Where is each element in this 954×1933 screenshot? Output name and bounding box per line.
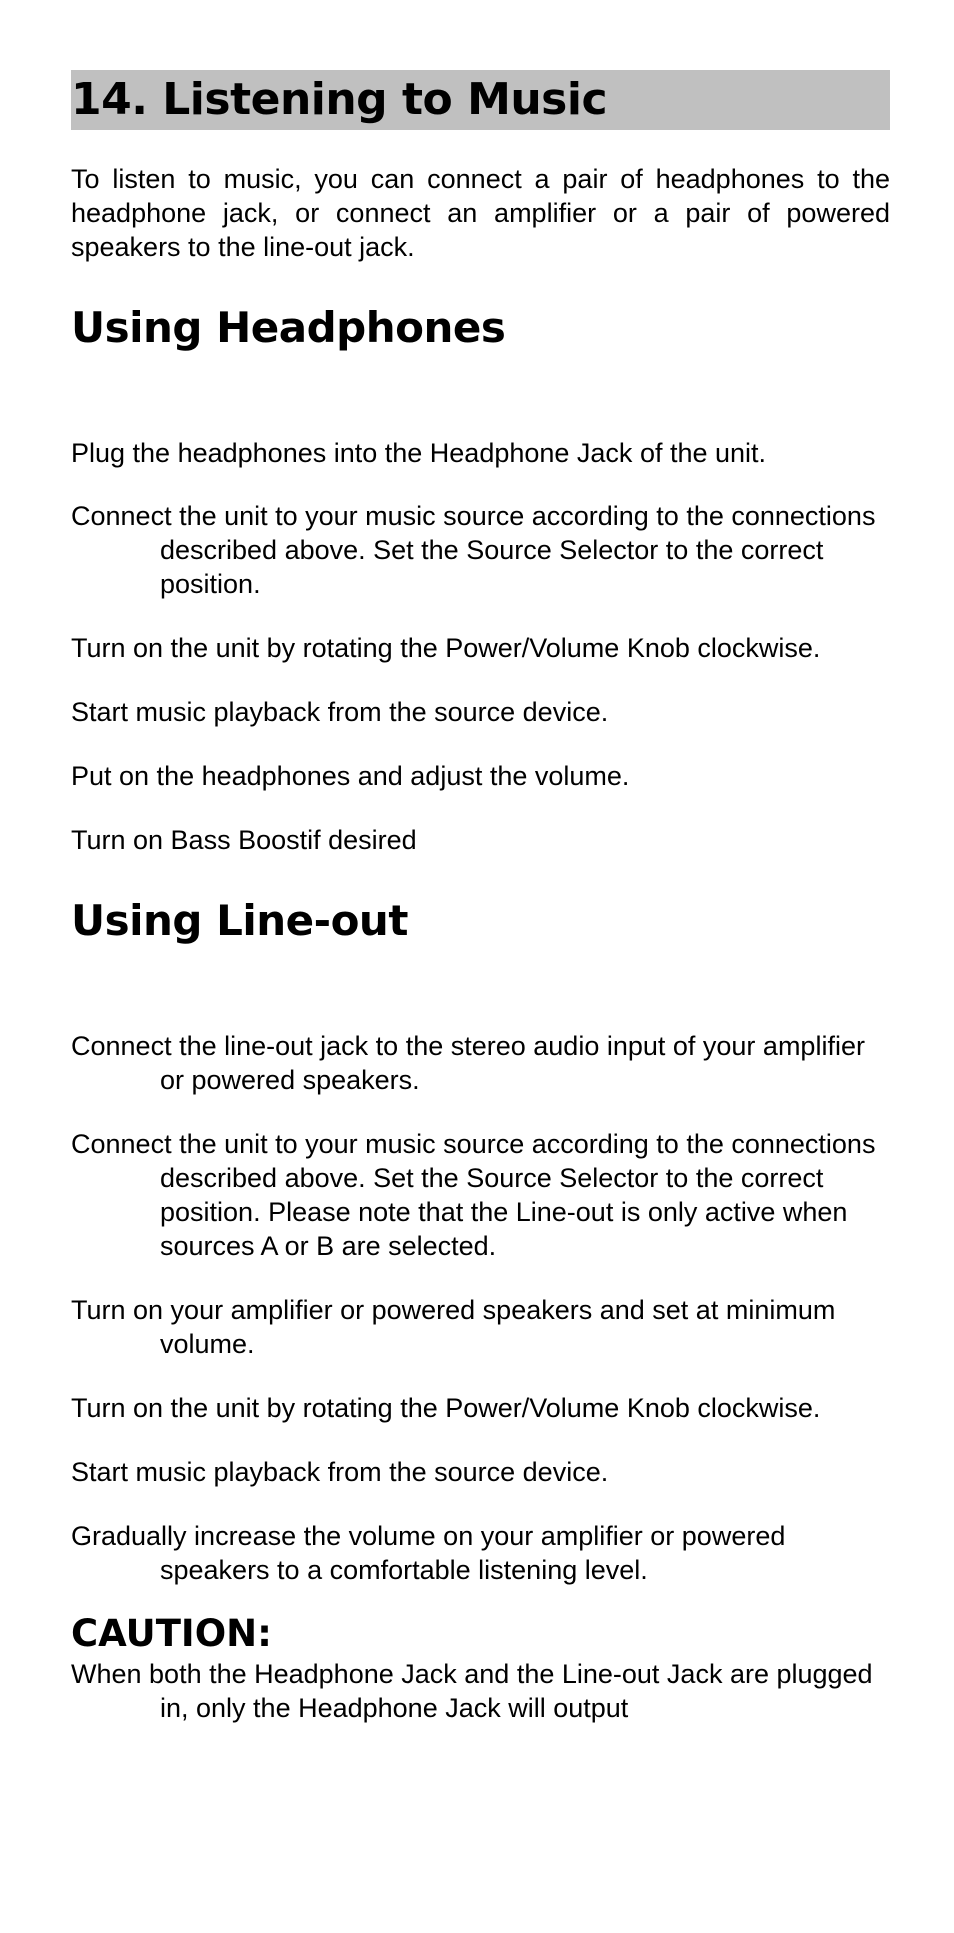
lineout-step-2: Connect the unit to your music source according to the connections described above. Set the Source Selector to the correct position. Please note that the Line-out is only active when sources A or B are selected. xyxy=(71,1129,876,1261)
headphones-step-1: Plug the headphones into the Headphone Jack of the unit. xyxy=(71,438,767,468)
headphones-step-6: Turn on Bass Boostif desired xyxy=(71,825,417,855)
intro-paragraph: To listen to music, you can connect a pair of headphones to the headphone jack, or connect an amplifier or a pair of powered speakers to the line-out jack. xyxy=(71,164,890,262)
lineout-step-5: Start music playback from the source device. xyxy=(71,1457,609,1487)
headphones-step-2: Connect the unit to your music source according to the connections described above. Set the Source Selector to the correct position. xyxy=(71,501,876,599)
document-page xyxy=(71,70,890,1725)
lineout-step-6: Gradually increase the volume on your amplifier or powered speakers to a comfortable listening level. xyxy=(71,1521,786,1585)
headphones-step-4: Start music playback from the source device. xyxy=(71,697,609,727)
headphones-step-3: Turn on the unit by rotating the Power/Volume Knob clockwise. xyxy=(71,633,821,663)
lineout-steps xyxy=(71,1029,890,1587)
headphones-step-5: Put on the headphones and adjust the volume. xyxy=(71,761,630,791)
lineout-step-4: Turn on the unit by rotating the Power/Volume Knob clockwise. xyxy=(71,1393,821,1423)
lineout-step-3: Turn on your amplifier or powered speakers and set at minimum volume. xyxy=(71,1295,836,1359)
lineout-step-1: Connect the line-out jack to the stereo audio input of your amplifier or powered speakers. xyxy=(71,1031,865,1095)
lineout-heading: Using Line-out xyxy=(71,896,408,945)
headphones-heading: Using Headphones xyxy=(71,303,506,352)
section-title: 14. Listening to Music xyxy=(71,70,890,130)
caution-heading: CAUTION: xyxy=(71,1612,272,1655)
headphones-steps xyxy=(71,436,890,857)
caution-text: When both the Headphone Jack and the Line-out Jack are plugged in, only the Headphone Jack will output xyxy=(71,1659,873,1723)
